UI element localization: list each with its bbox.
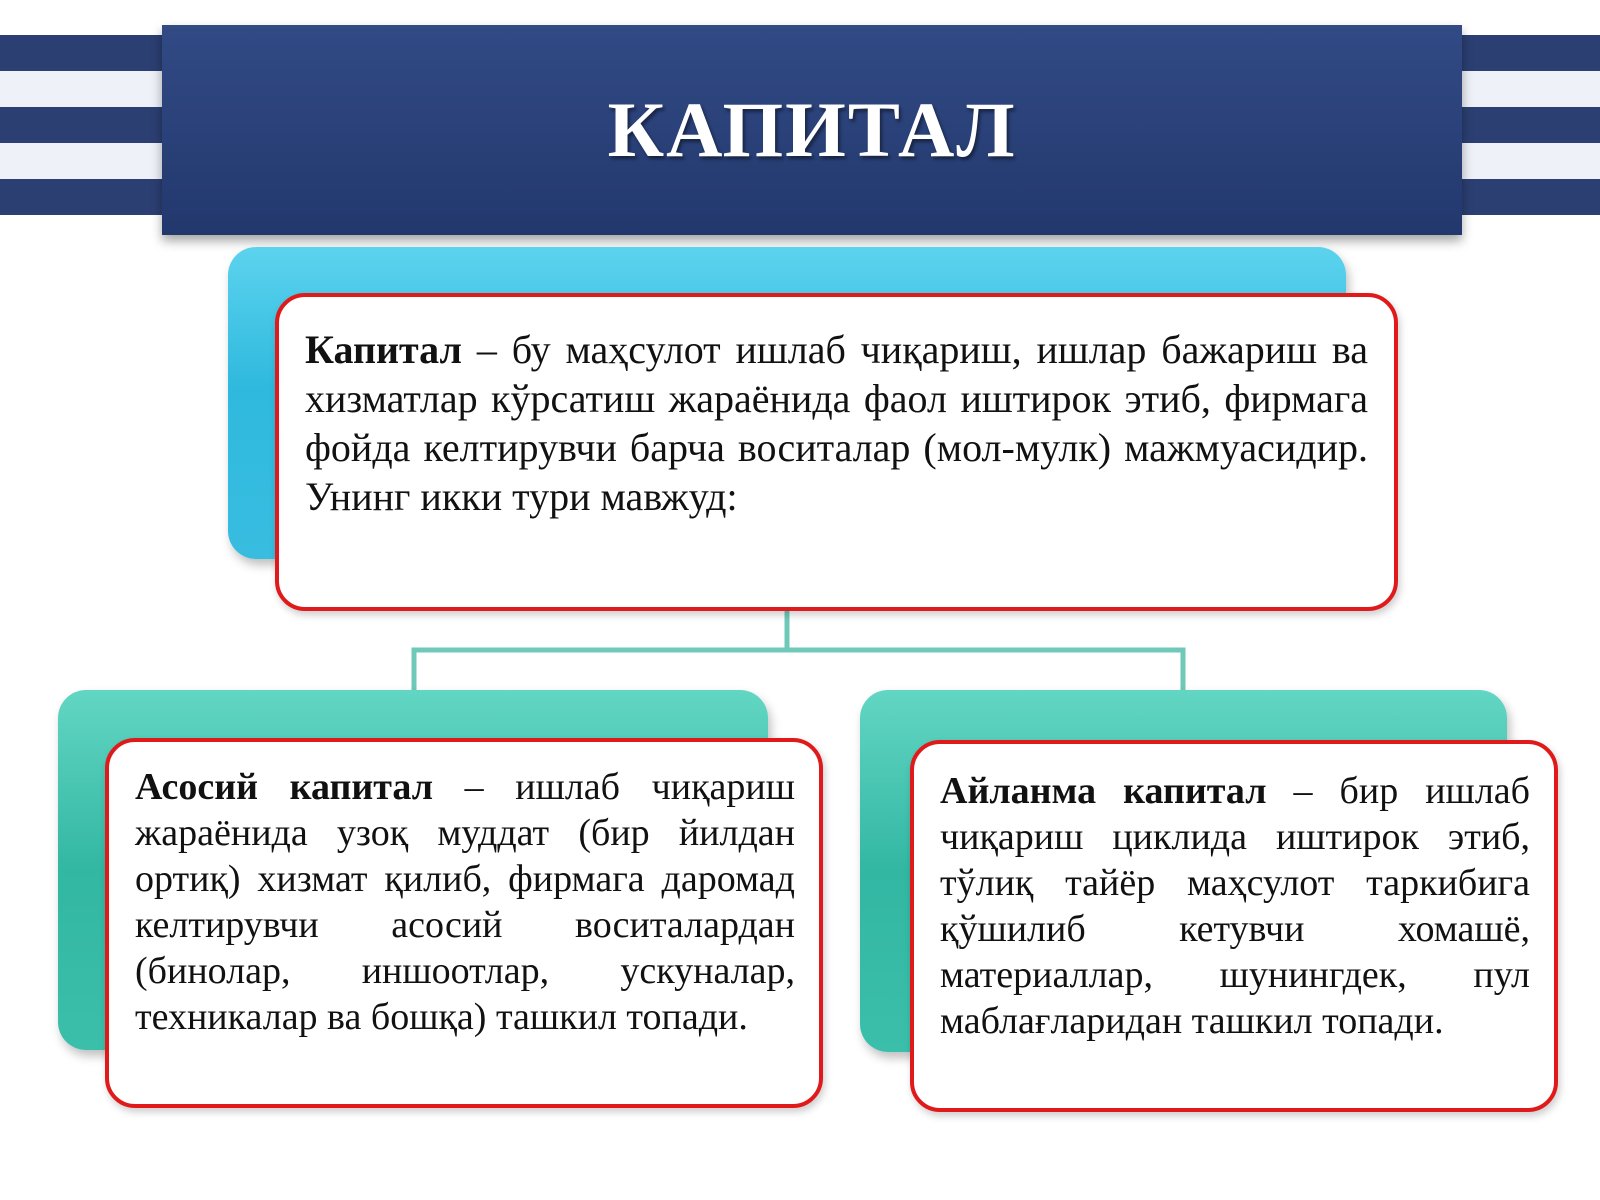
title-banner [162, 25, 1462, 235]
working-capital-text: – бир ишлаб чиқариш циклида иштирок этиб, тўлиқ тайёр маҳсулот таркибига қўшилиб кетувчи хомашё, материаллар, шунингдек, пул маблағларидан ташкил топади. [940, 770, 1530, 1042]
main-definition-term: Капитал [305, 327, 462, 372]
page-title: КАПИТАЛ [607, 86, 1017, 173]
working-capital-term: Айланма капитал [940, 770, 1267, 812]
main-definition-box [275, 293, 1398, 611]
fixed-capital-box [105, 738, 823, 1108]
connector-line [787, 650, 1183, 690]
connector-line [414, 611, 787, 690]
main-definition-text: – бу маҳсулот ишлаб чиқариш, ишлар бажариш ва хизматлар кўрсатиш жараёнида фаол иштирок этиб, фирмага фойда келтирувчи барча воситалар (мол-мулк) мажмуасидир. Унинг икки тури мавжуд: [305, 327, 1368, 519]
working-capital-box [910, 740, 1558, 1112]
fixed-capital-text: – ишлаб чиқариш жараёнида узоқ муддат (бир йилдан ортиқ) хизмат қилиб, фирмага даромад келтирувчи асосий воситалардан (бинолар, иншоотлар, ускуналар, техникалар ва бошқа) ташкил топади. [135, 766, 795, 1038]
fixed-capital-term: Асосий капитал [135, 766, 434, 808]
